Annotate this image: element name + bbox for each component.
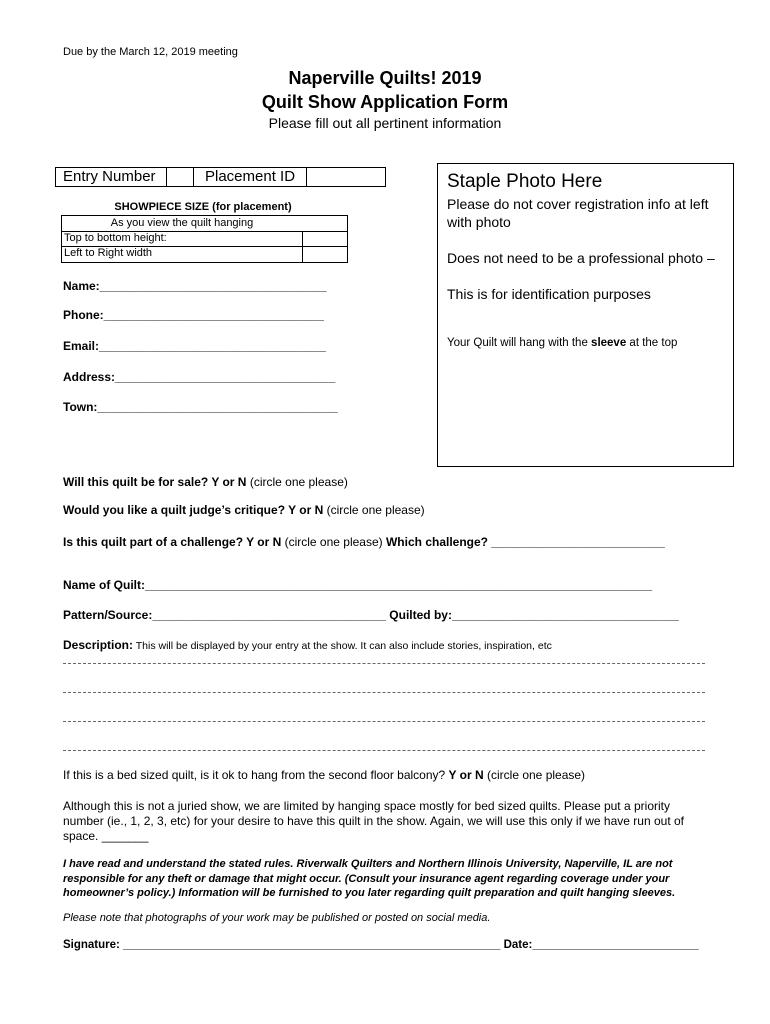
placement-id-field[interactable]: [306, 168, 385, 186]
photo-instruction-1: Please do not cover registration info at left with photo: [447, 196, 709, 230]
entry-id-box: [55, 167, 386, 187]
photo-instruction-3: This is for identification purposes: [447, 286, 651, 302]
balcony-question[interactable]: If this is a bed sized quilt, is it ok to hang from the second floor balcony? Y or N (circle one please): [63, 768, 586, 782]
quilt-name-field[interactable]: Name of Quilt:____________________________________________________________________________: [63, 578, 653, 592]
form-instructions: Please fill out all pertinent information: [268, 115, 502, 131]
address-field[interactable]: Address:_________________________________: [63, 370, 336, 384]
description-label: Description: This will be displayed by your entry at the show. It can also include stories, inspiration, etc: [63, 638, 552, 652]
width-label: Left to Right width: [64, 247, 153, 259]
height-label: Top to bottom height:: [64, 232, 167, 244]
town-field[interactable]: Town:____________________________________: [63, 400, 338, 414]
phone-field[interactable]: Phone:_________________________________: [63, 308, 324, 322]
height-field[interactable]: [302, 231, 303, 262]
form-subtitle-title: Quilt Show Application Form: [261, 92, 509, 112]
placement-id-label: Placement ID: [205, 168, 296, 185]
entry-number-label: Entry Number: [63, 168, 156, 185]
description-line[interactable]: [63, 663, 705, 664]
for-sale-question[interactable]: Will this quilt be for sale? Y or N (circle one please): [63, 475, 348, 489]
staple-photo-box: [437, 163, 734, 467]
name-field[interactable]: Name:__________________________________: [63, 279, 327, 293]
entry-number-field[interactable]: [193, 168, 194, 186]
pattern-quilted-by-field[interactable]: Pattern/Source:___________________________________ Quilted by:__________________________________: [63, 608, 679, 622]
description-line[interactable]: [63, 692, 705, 693]
critique-question[interactable]: Would you like a quilt judge’s critique? Y or N (circle one please): [63, 503, 425, 517]
photo-instruction-2: Does not need to be a professional photo –: [447, 250, 715, 266]
due-date-note: Due by the March 12, 2019 meeting: [63, 46, 238, 58]
showpiece-size-table: [61, 215, 348, 263]
email-field[interactable]: Email:__________________________________: [63, 339, 326, 353]
priority-paragraph: Although this is not a juried show, we are limited by hanging space mostly for bed sized quilts. Please put a priority number (ie., 1, 2, 3, etc) for your desire to have this quilt in the show. Again, we will use this only if we have run out of space. _______: [63, 799, 684, 843]
description-line[interactable]: [63, 750, 705, 751]
description-line[interactable]: [63, 721, 705, 722]
challenge-question[interactable]: Is this quilt part of a challenge? Y or N (circle one please) Which challenge? __________________________: [63, 535, 665, 549]
rules-paragraph: I have read and understand the stated rules. Riverwalk Quilters and Northern Illinois University, Naperville, IL are not responsible for any theft or damage that might occur. (Consult your insurance agent regarding coverage under your homeowner’s policy.) Information will be furnished to you later regarding quilt preparation and quilt hanging sleeves.: [63, 858, 676, 899]
sleeve-note: Your Quilt will hang with the sleeve at the top: [447, 337, 678, 349]
signature-date-field[interactable]: Signature: ___________________________________________________________ Date:__________________________: [63, 939, 699, 951]
form-title: Naperville Quilts! 2019: [288, 68, 482, 88]
showpiece-subtitle: As you view the quilt hanging: [110, 217, 254, 229]
photo-publishing-note: Please note that photographs of your work may be published or posted on social media.: [63, 912, 491, 924]
photo-box-title: Staple Photo Here: [447, 171, 603, 192]
showpiece-size-title: SHOWPIECE SIZE (for placement): [114, 201, 292, 213]
